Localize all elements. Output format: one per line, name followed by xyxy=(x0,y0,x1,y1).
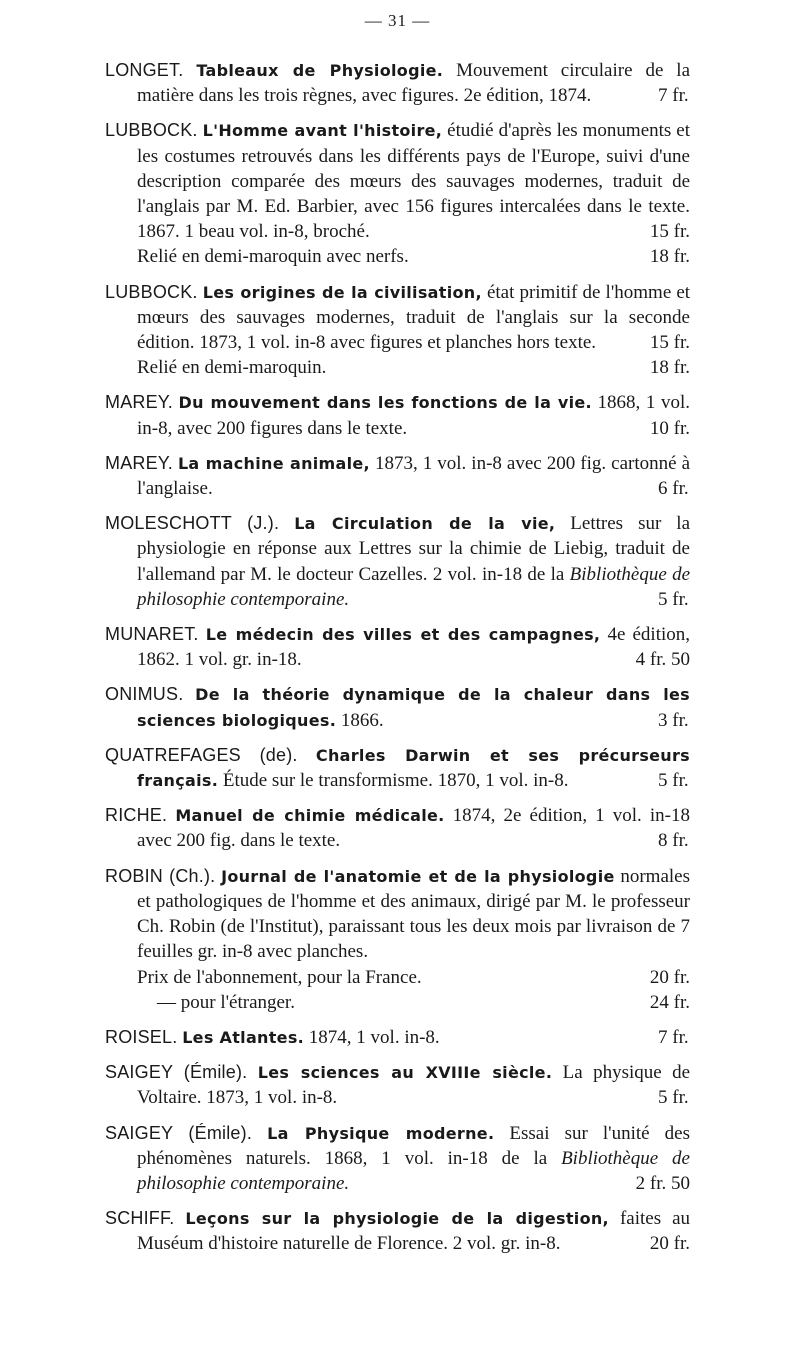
entry-author: SAIGEY (Émile). xyxy=(105,1122,253,1143)
entry-title: De la théorie dynamique de la chaleur dans les sciences biologiques. xyxy=(137,685,690,730)
entry-author: SAIGEY (Émile). xyxy=(105,1062,248,1083)
subscription-price: 24 fr. xyxy=(649,991,690,1013)
entry-author: MUNARET. xyxy=(105,624,199,645)
catalog-entry-lubbock-origines xyxy=(105,280,690,381)
entry-author: SCHIFF. xyxy=(105,1208,175,1229)
catalog-entry-quatrefages: QUATREFAGES (de). Charles Darwin et ses précurseurs français. Étude sur le transformisme. 1870, 1 vol. in-8. 5 fr. xyxy=(105,744,691,792)
entry-author: ROBIN (Ch.). xyxy=(105,865,216,886)
entry-author: MAREY. xyxy=(105,452,173,473)
binding-option xyxy=(105,355,690,380)
entry-series: Bibliothèque de philosophie contemporaine. xyxy=(137,1147,690,1194)
entry-description: 1873, 1 vol. in-8 avec 200 fig. cartonné à l'anglaise. xyxy=(137,452,691,500)
subscription-label: — pour l'étranger. xyxy=(157,991,295,1013)
catalog-entry-munaret xyxy=(105,622,690,672)
catalog-entry-roisel: ROISEL. Les Atlantes. 1874, 1 vol. in-8. 7 fr. xyxy=(105,1026,689,1048)
entry-description: étudié d'après les monuments et les costumes retrouvés dans les différents pays de l'Europe, suivi d'une description comparée des mœurs des sauvages modernes, traduit de l'anglais par M. Ed. Barbier, avec 156 figures intercalées dans le texte. 1867. 1 beau vol. in-8, broché. xyxy=(137,120,691,243)
binding-price: 18 fr. xyxy=(649,357,690,379)
entry-description: 1874, 2e édition, 1 vol. in-18 avec 200 fig. dans le texte. xyxy=(137,805,691,852)
catalog-entry-robin xyxy=(105,864,690,1015)
subscription-abroad xyxy=(105,990,690,1015)
subscription-france xyxy=(105,965,690,990)
subscription-price: 20 fr. xyxy=(649,966,690,988)
entry-title: Le médecin des villes et des campagnes, xyxy=(205,625,601,645)
binding-option xyxy=(105,244,690,269)
binding-price: 18 fr. xyxy=(649,246,690,268)
entry-title: Les Atlantes. xyxy=(182,1027,305,1047)
entry-title: Leçons sur la physiologie de la digestion, xyxy=(185,1209,609,1229)
binding-label: Relié en demi-maroquin avec nerfs. xyxy=(137,246,409,268)
entry-description: 1868, 1 vol. in-8, avec 200 figures dans le texte. xyxy=(137,392,691,439)
catalog-entry-marey-machine: MAREY. La machine animale, 1873, 1 vol. in-8 avec 200 fig. cartonné à l'anglaise. 6 fr. xyxy=(105,452,691,500)
catalog-entry-riche: RICHE. Manuel de chimie médicale. 1874, 2e édition, 1 vol. in-18 avec 200 fig. dans le texte. 8 fr. xyxy=(105,805,691,852)
entry-description: Mouvement circulaire de la matière dans les trois règnes, avec figures. 2e édition, 1874. xyxy=(137,60,691,107)
entry-title: La machine animale, xyxy=(177,453,370,473)
catalog-entry-saigey-physique xyxy=(105,1121,690,1197)
entry-title: La Circulation de la vie, xyxy=(294,514,556,534)
entry-title: Charles Darwin et ses précurseurs français. xyxy=(137,745,691,791)
entry-price: 15 fr. xyxy=(649,221,690,243)
entry-price: 20 fr. xyxy=(649,1233,690,1255)
entry-series: Bibliothèque de philosophie contemporaine. xyxy=(137,563,690,610)
entry-price: 15 fr. xyxy=(649,332,690,354)
entry-author: RICHE. xyxy=(105,805,168,826)
entry-description: Lettres sur la physiologie en réponse aux Lettres sur la chimie de Liebig, traduit de l'allemand par M. le docteur Cazelles. 2 vol. in-18 de la xyxy=(137,513,691,585)
binding-label: Relié en demi-maroquin. xyxy=(137,357,327,379)
entry-title: Manuel de chimie médicale. xyxy=(175,806,445,826)
catalog-entry-longet: LONGET. Tableaux de Physiologie. Mouvement circulaire de la matière dans les trois règnes, avec figures. 2e édition, 1874. 7 fr. xyxy=(105,60,691,107)
entry-description: Étude sur le transformisme. 1870, 1 vol. in-8. xyxy=(222,770,569,792)
entry-description: 1866. xyxy=(340,709,384,731)
entry-description: faites au Muséum d'histoire naturelle de Florence. 2 vol. gr. in-8. xyxy=(137,1208,691,1255)
entry-description: 1874, 1 vol. in-8. xyxy=(308,1026,440,1048)
page-number: — 31 — xyxy=(364,11,431,30)
entry-title: Tableaux de Physiologie. xyxy=(196,61,444,80)
entry-title: Les origines de la civilisation, xyxy=(202,282,482,302)
entry-description: Essai sur l'unité des phénomènes naturels. 1868, 1 vol. in-18 de la xyxy=(137,1122,690,1169)
entry-author: QUATREFAGES (de). xyxy=(105,744,298,765)
entry-title: Du mouvement dans les fonctions de la vie. xyxy=(178,393,592,413)
catalog-entry-saigey-sciences: SAIGEY (Émile). Les sciences au XVIIIe siècle. La physique de Voltaire. 1873, 1 vol. in-8. 5 fr. xyxy=(105,1062,691,1109)
catalog-entry-lubbock-homme xyxy=(105,118,690,269)
entry-title: Les sciences au XVIIIe siècle. xyxy=(257,1063,553,1083)
entry-price: 4 fr. 50 xyxy=(635,649,690,671)
entry-price: 2 fr. 50 xyxy=(635,1172,690,1194)
entry-description: La physique de Voltaire. 1873, 1 vol. in-8. xyxy=(137,1062,691,1109)
entry-author: ROISEL. xyxy=(105,1026,178,1047)
entry-author: LUBBOCK. xyxy=(105,120,198,141)
entry-author: MOLESCHOTT (J.). xyxy=(105,513,280,534)
entry-author: MAREY. xyxy=(105,392,173,413)
catalog-entry-onimus: ONIMUS. De la théorie dynamique de la chaleur dans les sciences biologiques. 1866. 3 fr. xyxy=(105,684,690,731)
catalog-entry-marey-mouvement xyxy=(105,390,690,440)
entry-author: ONIMUS. xyxy=(105,684,184,705)
entry-author: LUBBOCK. xyxy=(105,281,198,302)
catalog-entry-schiff xyxy=(105,1206,690,1256)
entry-price: 10 fr. xyxy=(649,417,690,439)
catalog-entry-moleschott: MOLESCHOTT (J.). La Circulation de la vie, Lettres sur la physiologie en réponse aux Lettres sur la chimie de Liebig, traduit de l'allemand par M. le docteur Cazelles. 2 vol. in-18 de la Bibliothèque de philosophie contemporaine. 5 fr. xyxy=(105,513,691,610)
entry-description: 4e édition, 1862. 1 vol. gr. in-18. xyxy=(137,624,691,671)
entry-title: Journal de l'anatomie et de la physiologie xyxy=(221,866,615,886)
entry-author: LONGET. xyxy=(105,60,184,80)
entry-description: état primitif de l'homme et mœurs des sauvages modernes, traduit de l'anglais sur la seconde édition. 1873, 1 vol. in-8 avec figures et planches hors texte. xyxy=(137,281,691,354)
entry-title: La Physique moderne. xyxy=(267,1123,495,1143)
subscription-label: Prix de l'abonnement, pour la France. xyxy=(137,966,422,988)
entry-title: L'Homme avant l'histoire, xyxy=(202,121,443,141)
entry-description: normales et pathologiques de l'homme et des animaux, dirigé par M. le professeur Ch. Robin (de l'Institut), paraissant tous les deux mois par livraison de 7 feuilles gr. in-8 avec planches. xyxy=(137,865,690,963)
